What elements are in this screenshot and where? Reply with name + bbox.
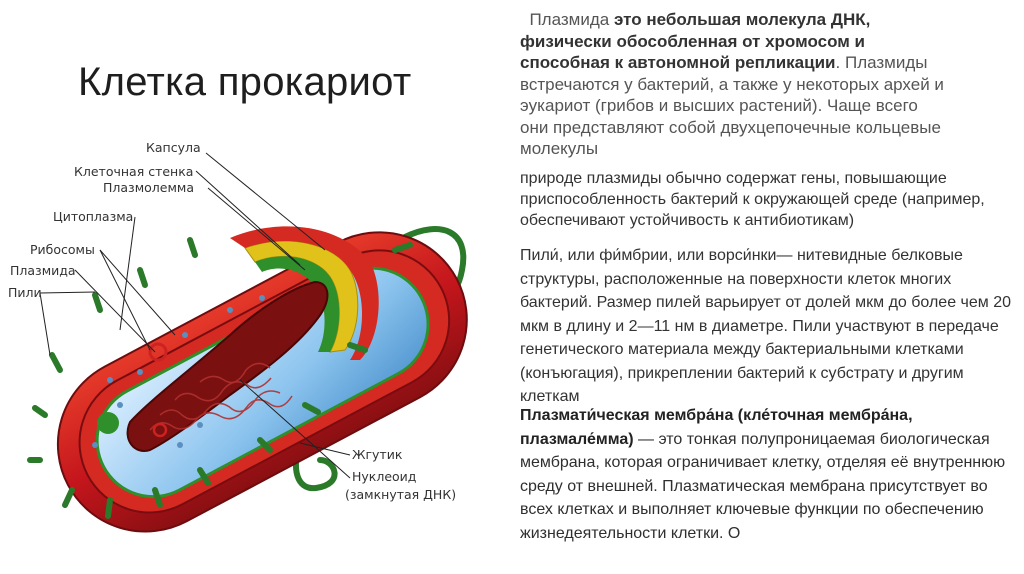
pili-definition: Пили́, или фи́мбрии, или ворси́нки— нитевидные белковые структуры, расположенные на поверхности клеток многих бактерий. Размер пилей варьирует от долей мкм до более чем 20 мкм в длину и 2—11 нм в диаметре. Пили участвуют в передаче генетического материала между бактериальными клетками (конъюгация), прикреплении бактерий к субстрату и другим клеткам [520, 247, 1012, 405]
plasmid-bold: это небольшая молекула ДНК, физически обособленная от хромосом и способная к автономной репликации [520, 10, 871, 72]
label-flagellum: Жгутик [352, 447, 403, 462]
label-cytoplasm: Цитоплазма [53, 209, 134, 224]
label-ribosomes: Рибосомы [30, 242, 95, 257]
slide-title: Клетка прокариот [78, 60, 412, 104]
plasmid-lead: Плазмида [529, 10, 610, 29]
label-capsule: Капсула [146, 140, 201, 155]
label-pili: Пили [8, 285, 42, 300]
label-plasmalemma: Плазмолемма [103, 180, 194, 195]
label-nucleoid: Нуклеоид [352, 469, 417, 484]
membrane-bold: Плазмати́ческая мембра́на (кле́точная мембра́на, плазмале́мма) [520, 407, 913, 448]
plasmid-definition [520, 9, 950, 160]
membrane-rest: — это тонкая полупроницаемая биологическая мембрана, которая ограничивает клетку, отделяя её внутреннюю среду от внешней. Плазматическая мембрана присутствует во всех клетках и выполняет ключевые функции по обеспечению жизнедеятельности клетки. О [520, 430, 1006, 542]
label-nucleoid-note: (замкнутая ДНК) [345, 487, 457, 502]
label-cell-wall: Клеточная стенка [74, 164, 194, 179]
plasmid-genes-text: природе плазмиды обычно содержат гены, повышающие приспособленность бактерий к окружающей среде (например, обеспечивают устойчивость к антибиотикам) [520, 170, 985, 229]
plasmid-dot: . [835, 53, 841, 72]
membrane-definition [520, 404, 1020, 546]
inclusion [97, 412, 119, 434]
label-plasmid: Плазмида [10, 263, 76, 278]
plasmid-rest: Плазмиды встречаются у бактерий, а также у некоторых архей и эукариот (грибов и высших растений). Чаще всего они представляют собой двухцепочечные кольцевые молекулы [520, 53, 944, 158]
prokaryote-cell-diagram [0, 130, 510, 574]
